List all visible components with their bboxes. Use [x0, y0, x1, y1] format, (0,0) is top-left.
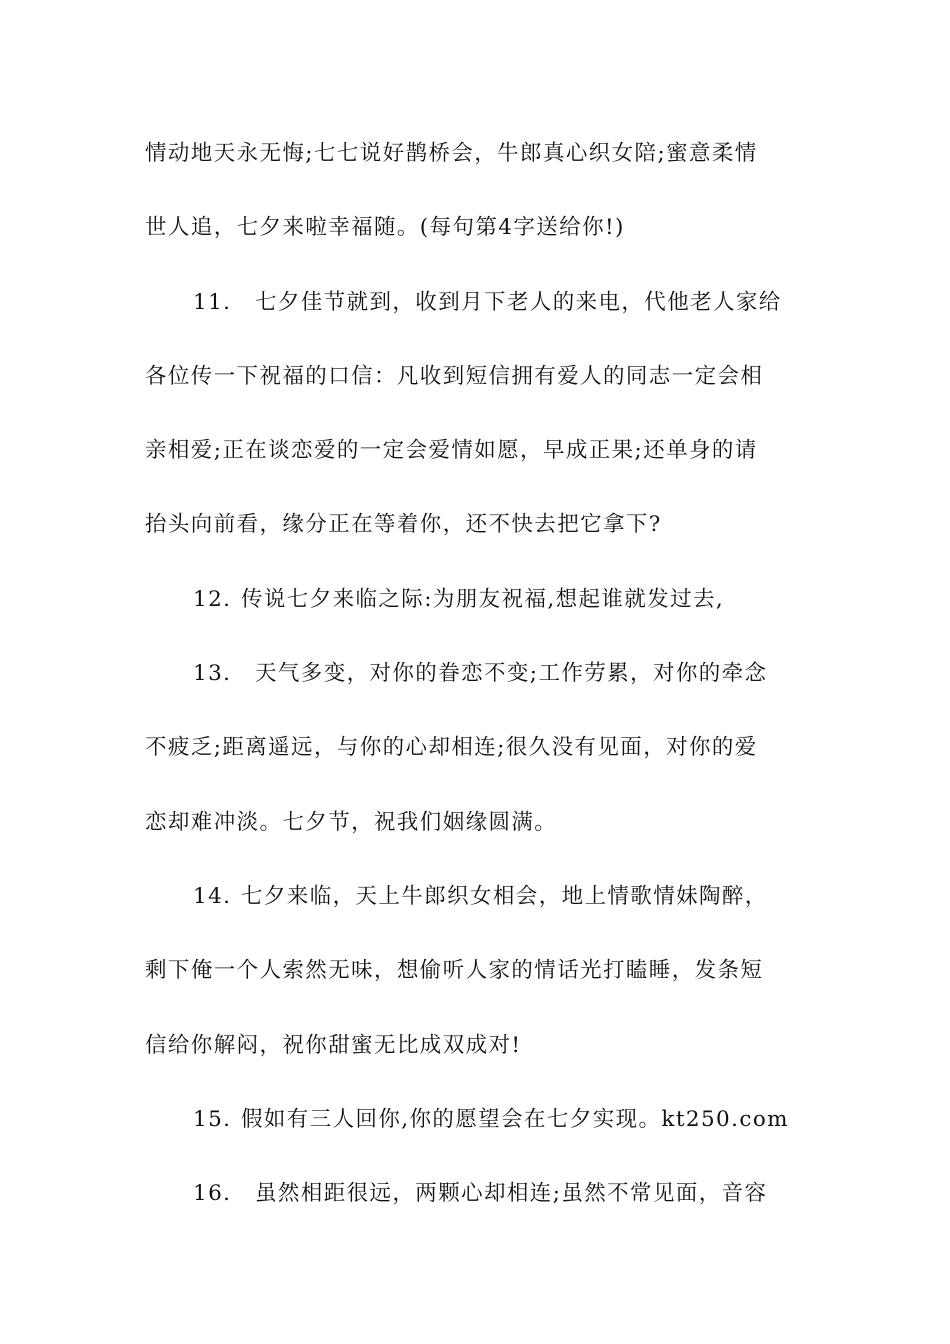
- text-line: 恋却难冲淡。七夕节，祝我们姻缘圆满。: [145, 810, 558, 835]
- text-line: 各位传一下祝福的口信：凡收到短信拥有爱人的同志一定会相: [145, 364, 764, 389]
- item-number: 13.: [193, 661, 232, 686]
- item-text: 虽然相距很远，两颗心却相连;虽然不常见面，音容: [255, 1181, 768, 1206]
- text-line: 亲相爱;正在谈恋爱的一定会爱情如愿，早成正果;还单身的请: [145, 438, 758, 463]
- item-text: 天气多变，对你的眷恋不变;工作劳累，对你的牵念: [255, 661, 768, 686]
- text-line: 世人追，七夕来啦幸福随。(每句第4字送给你!): [145, 215, 625, 240]
- item-number: 15.: [193, 1107, 232, 1132]
- item-text: 传说七夕来临之际:为朋友祝福,想起谁就发过去,: [241, 587, 725, 612]
- item-number: 11.: [193, 290, 232, 315]
- list-item-15: [193, 1105, 863, 1135]
- text-line: 不疲乏;距离遥远，与你的心却相连;很久没有见面，对你的爱: [145, 735, 758, 760]
- list-item-12: [193, 585, 863, 615]
- item-text: 七夕佳节就到，收到月下老人的来电，代他老人家给: [255, 290, 782, 315]
- item-number: 12.: [193, 587, 232, 612]
- item-number: 16.: [193, 1181, 232, 1206]
- text-line: 信给你解闷，祝你甜蜜无比成双成对!: [145, 1033, 522, 1058]
- list-item-13: [193, 659, 863, 689]
- item-number: 14.: [193, 884, 232, 909]
- text-line: 剩下俺一个人索然无味，想偷听人家的情话光打瞌睡，发条短: [145, 958, 764, 983]
- text-line: 情动地天永无悔;七七说好鹊桥会，牛郎真心织女陪;蜜意柔情: [145, 141, 758, 166]
- list-item-11: [193, 288, 863, 318]
- item-text: 七夕来临，天上牛郎织女相会，地上情歌情妹陶醉，: [241, 884, 768, 909]
- list-item-16: [193, 1179, 863, 1209]
- list-item-14: [193, 882, 863, 912]
- text-line: 抬头向前看，缘分正在等着你，还不快去把它拿下?: [145, 512, 662, 537]
- item-text: 假如有三人回你,你的愿望会在七夕实现。kt250.com: [241, 1107, 789, 1132]
